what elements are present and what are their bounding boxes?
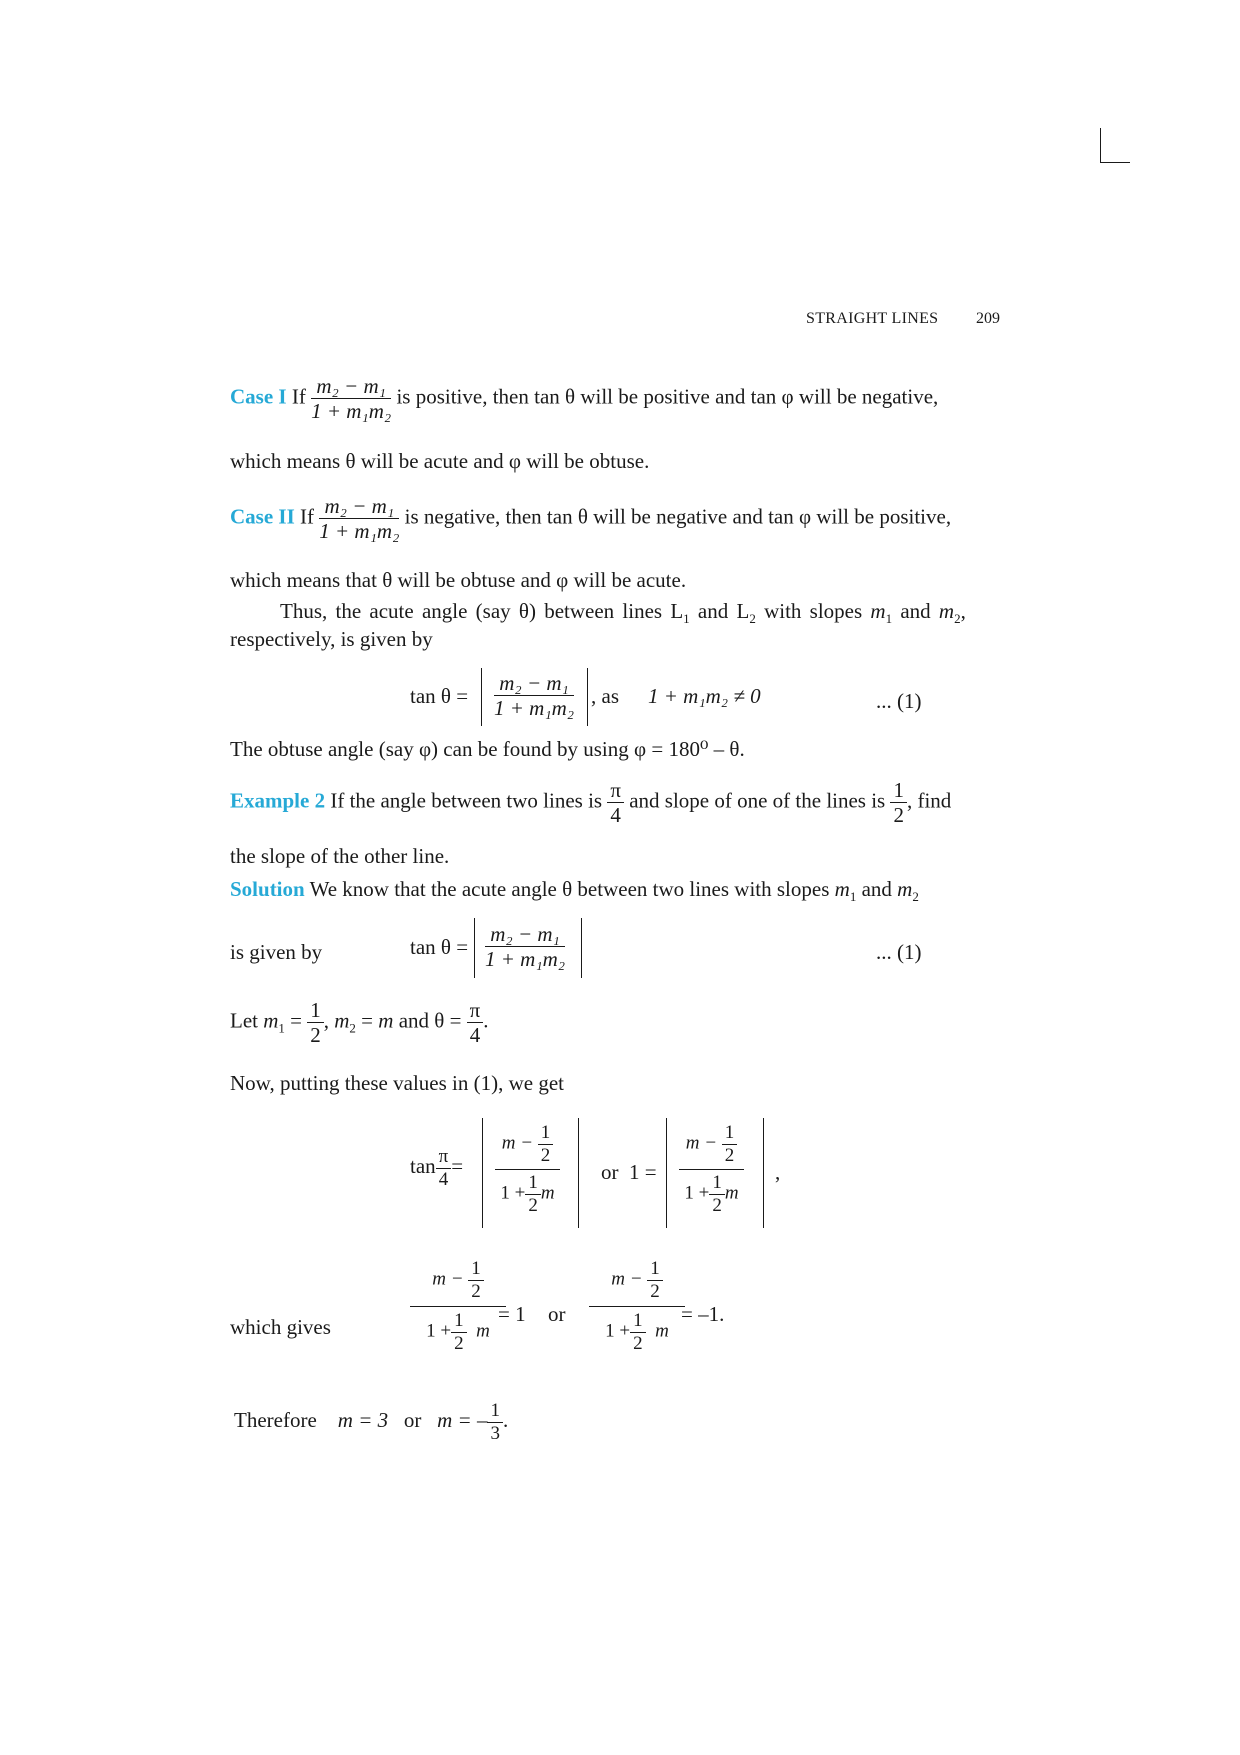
solution-line: Solution We know that the acute angle θ between two lines with slopes $m_1$ and $m_2$ xyxy=(230,877,919,904)
obtuse-text: The obtuse angle (say φ) can be found by using φ = 180⁰ – θ. xyxy=(230,737,745,761)
eq1-ref: ... (1) xyxy=(876,689,922,713)
case2-line xyxy=(230,494,951,543)
gives-eq1-rhs: = 1 xyxy=(498,1302,526,1326)
case1-text: is positive, then tan θ will be positive and tan φ will be negative, xyxy=(396,384,939,409)
solution-fraction: $\frac{\text{m₂ − m₁}}{\text{1 + m₁m₂}}$ xyxy=(485,922,566,972)
running-title: STRAIGHT LINES xyxy=(806,310,939,327)
step-comma: , xyxy=(775,1160,781,1184)
thus-line1: Thus, the acute angle (say θ) between lines $L_1$ and $L_2$ with slopes $m_1$ and $m_2$, xyxy=(280,599,966,626)
gives-label: which gives xyxy=(230,1315,331,1339)
step2-abs-left xyxy=(666,1118,667,1228)
example2-line: Example 2 If the angle between two lines is $\frac{\pi}{4}$ and slope of one of the lines is $\frac{1}{2}$ , find xyxy=(230,778,952,828)
let-half: $\frac{1}{2}$ xyxy=(307,998,324,1047)
let-pi-over-4: $\frac{\pi}{4}$ xyxy=(467,998,484,1047)
sol-abs-right xyxy=(581,918,582,978)
page-number: 209 xyxy=(976,310,1000,327)
solution-lhs: tan θ = xyxy=(410,935,469,959)
eq1-fraction: $\frac{\text{m₂ − m₁}}{\text{1 + m₁m₂}}$ xyxy=(494,671,575,721)
example2-half: $\frac{1}{2}$ xyxy=(890,778,907,827)
example2-text4: the slope of the other line. xyxy=(230,844,450,868)
step-or: or 1 = xyxy=(601,1160,657,1184)
eq1-lhs: tan θ = xyxy=(410,684,469,708)
therefore-line: Therefore m = 3 or m = – $\frac{1}{3}$ . xyxy=(234,1400,509,1444)
thus-line2: respectively, is given by xyxy=(230,627,433,651)
step-lhs: tan $\frac{\pi}{4}$ = xyxy=(410,1146,464,1190)
example2-label: Example 2 xyxy=(230,788,326,813)
crop-mark-vertical xyxy=(1100,128,1101,162)
step1-abs-left xyxy=(482,1118,483,1228)
step1-abs-right xyxy=(578,1118,579,1228)
gives-fraction1: m − $\frac{1}{2}$ 1 + $\frac{1}{2}$ m xyxy=(410,1258,506,1354)
case2-if: If xyxy=(300,504,315,529)
gives-or: or xyxy=(548,1302,566,1326)
case2-text2: which means that θ will be obtuse and φ will be acute. xyxy=(230,568,687,592)
therefore-third: $\frac{1}{3}$ xyxy=(487,1400,503,1445)
solution-label: Solution xyxy=(230,877,305,901)
step2-abs-right xyxy=(763,1118,764,1228)
eq1-abs-right xyxy=(587,668,588,726)
sol-abs-left xyxy=(474,918,475,978)
eq1-as: , as xyxy=(591,684,619,708)
step1-compound-fraction: m − $\frac{1}{2}$ 1 + $\frac{1}{2}$ m xyxy=(495,1122,560,1216)
gives-fraction2: m − $\frac{1}{2}$ 1 + $\frac{1}{2}$ m xyxy=(589,1258,685,1354)
let-line: Let $m_1$ = $\frac{1}{2}$ , $m_2 = m$ and θ = $\frac{\pi}{4}$ . xyxy=(230,998,489,1048)
solution-ref: ... (1) xyxy=(876,940,922,964)
case1-fraction: $\frac{\text{m₂ − m₁}}{\text{1 + m₁m₂}}$ xyxy=(311,374,392,424)
solution-given-by: is given by xyxy=(230,940,323,964)
gives-eq2-rhs: = –1. xyxy=(681,1302,725,1326)
eq1-condition: 1 + m₁m₂ ≠ 0 xyxy=(648,684,761,708)
case1-line xyxy=(230,374,938,423)
eq1-abs-left xyxy=(481,668,482,726)
case1-label: Case I xyxy=(230,384,287,409)
case1-text2: which means θ will be acute and φ will be obtuse. xyxy=(230,449,650,473)
case2-fraction: $\frac{\text{m₂ − m₁}}{\text{1 + m₁m₂}}$ xyxy=(319,494,400,544)
step2-compound-fraction: m − $\frac{1}{2}$ 1 + $\frac{1}{2}$ m xyxy=(679,1122,744,1216)
case2-label: Case II xyxy=(230,504,295,529)
crop-mark-horizontal xyxy=(1100,162,1130,163)
case1-if: If xyxy=(291,384,306,409)
step-pi-over-4: $\frac{\pi}{4}$ xyxy=(436,1146,452,1191)
case2-text: is negative, then tan θ will be negative and tan φ will be positive, xyxy=(404,504,952,529)
putting-text: Now, putting these values in (1), we get xyxy=(230,1071,564,1095)
example2-pi-over-4: $\frac{\pi}{4}$ xyxy=(607,778,624,827)
